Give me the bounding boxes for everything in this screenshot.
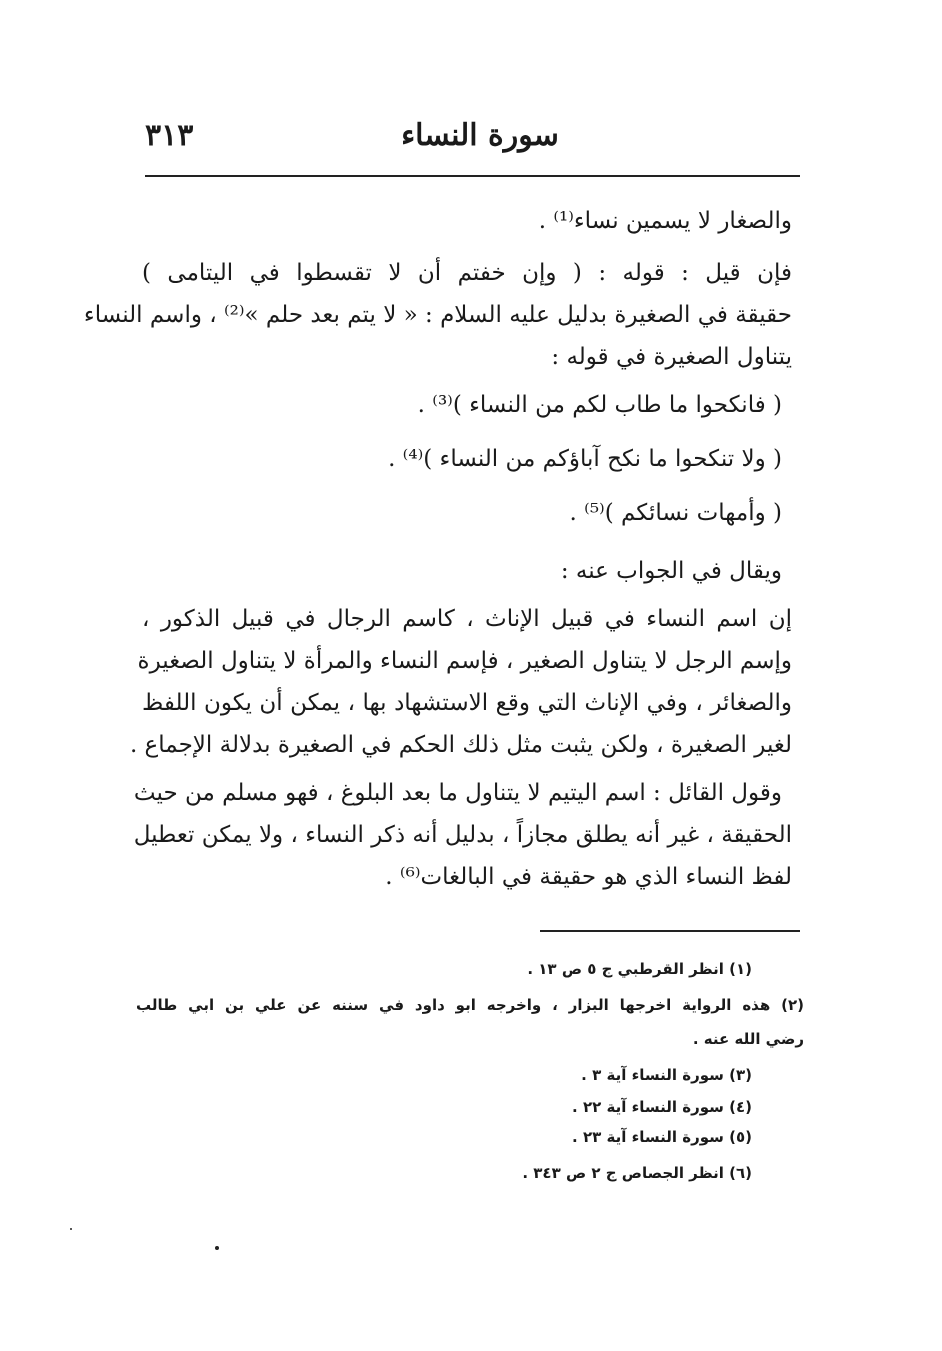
footnote-1: (١) انظر القرطبي ج ٥ ص ١٣ . <box>527 960 752 978</box>
body-line: يتناول الصغيرة في قوله : <box>551 344 792 370</box>
body-line: حقيقة في الصغيرة بدليل عليه السلام : « لا يتم بعد حلم »⁽²⁾ ، واسم النساء <box>83 302 792 328</box>
body-line: فإن قيل : قوله : ( وإن خفتم أن لا تقسطوا في اليتامى ) <box>142 260 792 286</box>
quran-verse-line: ( وأمهات نسائكم )⁽⁵⁾ . <box>569 500 782 526</box>
body-line: إن اسم النساء في قبيل الإناث ، كاسم الرجال في قبيل الذكور ، <box>142 606 792 632</box>
body-line: والصغار لا يسمين نساء⁽¹⁾ . <box>538 208 792 234</box>
body-line: ويقال في الجواب عنه : <box>560 558 782 584</box>
running-header-title: سورة النساء <box>401 118 559 153</box>
quran-verse-line: ( فانكحوا ما طاب لكم من النساء )⁽³⁾ . <box>417 392 782 418</box>
scan-speck <box>70 1228 72 1230</box>
footnote-2-continued: رضي الله عنه . <box>692 1030 804 1048</box>
body-line: الحقيقة ، غير أنه يطلق مجازاً ، بدليل أنه ذكر النساء ، ولا يمكن تعطيل <box>133 822 792 848</box>
page-number: ٣١٣ <box>145 118 194 153</box>
footnote-2: (٢) هذه الرواية اخرجها البزار ، واخرجه ابو داود في سننه عن علي بن ابي طالب <box>136 996 804 1014</box>
body-line: وقول القائل : اسم اليتيم لا يتناول ما بعد البلوغ ، فهو مسلم من حيث <box>133 780 782 806</box>
scan-speck <box>215 1246 219 1250</box>
footnote-6: (٦) انظر الجصاص ج ٢ ص ٣٤٣ . <box>522 1164 752 1182</box>
footnote-5: (٥) سورة النساء آية ٢٣ . <box>572 1128 752 1146</box>
footnote-4: (٤) سورة النساء آية ٢٢ . <box>572 1098 752 1116</box>
body-line: لفظ النساء الذي هو حقيقة في البالغات⁽⁶⁾ . <box>385 864 792 890</box>
header-rule <box>145 175 800 177</box>
body-line: وإسم الرجل لا يتناول الصغير ، فإسم النساء والمرأة لا يتناول الصغيرة <box>137 648 792 674</box>
quran-verse-line: ( ولا تنكحوا ما نكح آباؤكم من النساء )⁽⁴⁾ . <box>388 446 782 472</box>
footnote-rule <box>540 930 800 932</box>
body-line: والصغائر ، وفي الإناث التي وقع الاستشهاد بها ، يمكن أن يكون اللفظ <box>142 690 792 716</box>
footnote-3: (٣) سورة النساء آية ٣ . <box>581 1066 752 1084</box>
body-line: لغير الصغيرة ، ولكن يثبت مثل ذلك الحكم في الصغيرة بدلالة الإجماع . <box>129 732 792 758</box>
